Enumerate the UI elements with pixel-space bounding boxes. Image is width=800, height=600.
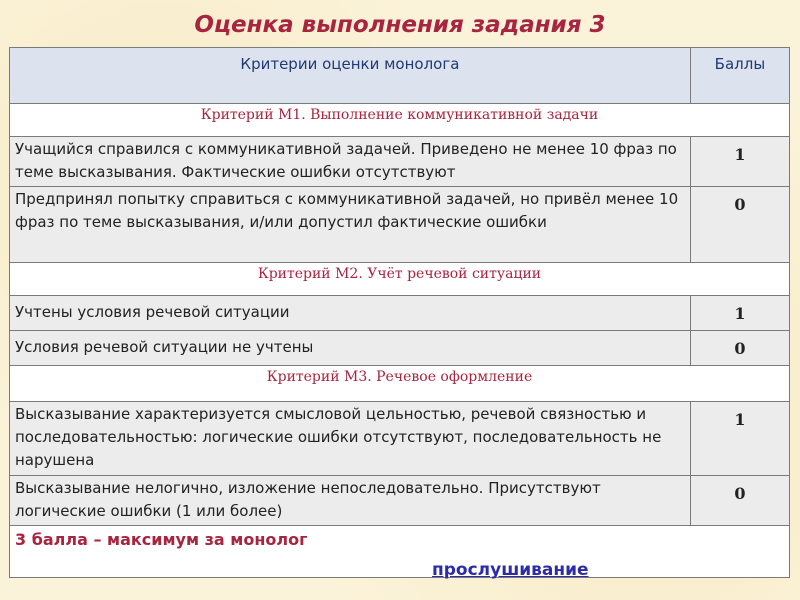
total-row [10,526,790,578]
criterion-text: Учащийся справился с коммуникативной задачей. Приведено не менее 10 фраз по теме высказывания. Фактические ошибки отсутствуют [10,137,691,187]
criteria-column-header: Критерии оценки монолога [10,48,691,104]
section-title: Критерий М1. Выполнение коммуникативной задачи [10,104,790,137]
table-row [10,476,790,526]
criterion-score: 1 [690,296,789,331]
section-header-m2 [10,263,790,296]
table-row [10,402,790,476]
table-row [10,331,790,366]
table-row [10,187,790,263]
criterion-text: Высказывание характеризуется смысловой цельностью, речевой связностью и последовательностью: логические ошибки отсутствуют, последовательность не нарушена [10,402,691,476]
table-row [10,296,790,331]
criterion-score: 0 [690,476,789,526]
criterion-score: 0 [690,331,789,366]
section-header-m1 [10,104,790,137]
criterion-score: 0 [690,187,789,263]
listen-link[interactable]: прослушивание [432,560,589,580]
criterion-text: Высказывание нелогично, изложение непоследовательно. Присутствуют логические ошибки (1 или более) [10,476,691,526]
criterion-score: 1 [690,402,789,476]
criterion-text: Предпринял попытку справиться с коммуникативной задачей, но привёл менее 10 фраз по теме высказывания, и/или допустил фактические ошибки [10,187,691,263]
criterion-text: Учтены условия речевой ситуации [10,296,691,331]
total-text: 3 балла – максимум за монолог [10,526,790,578]
table-header-row [10,48,790,104]
criterion-text: Условия речевой ситуации не учтены [10,331,691,366]
criteria-table [9,47,790,578]
table-row [10,137,790,187]
page-title: Оценка выполнения задания 3 [194,12,606,38]
section-title: Критерий М2. Учёт речевой ситуации [10,263,790,296]
section-header-m3 [10,366,790,402]
section-title: Критерий М3. Речевое оформление [10,366,790,402]
score-column-header: Баллы [690,48,789,104]
criterion-score: 1 [690,137,789,187]
